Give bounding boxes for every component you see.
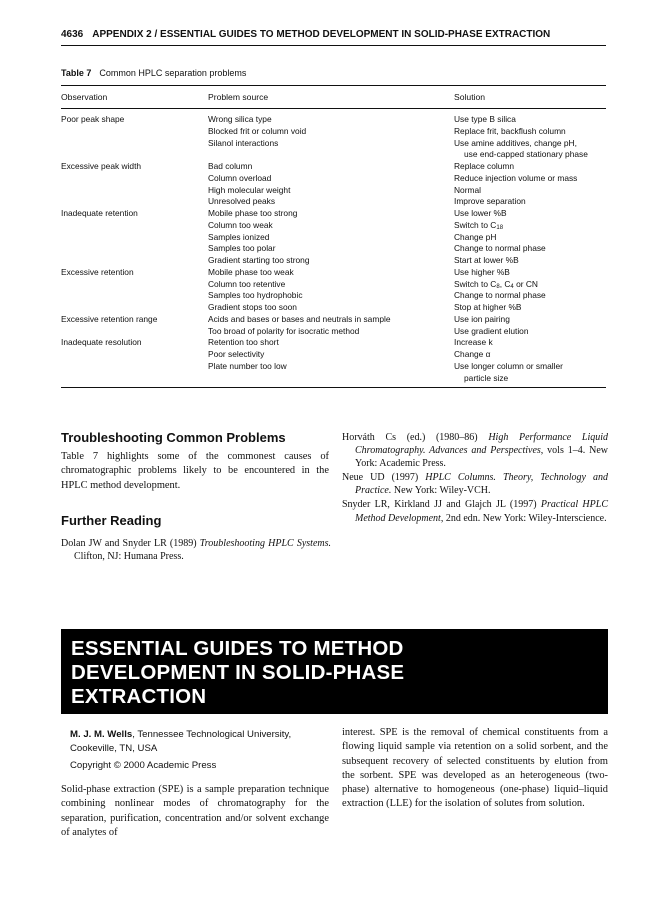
table-row xyxy=(61,267,606,279)
table-caption xyxy=(61,68,246,78)
cell-problem-source: Mobile phase too strong xyxy=(208,208,298,218)
cell-solution: Change pH xyxy=(454,231,497,242)
cell-solution: Replace frit, backflush column xyxy=(454,125,566,136)
table-reference: Table 7 xyxy=(61,451,99,462)
table-row xyxy=(61,185,606,197)
table-header-rule xyxy=(61,108,606,109)
troubleshooting-body: highlights some of the commonest causes of chromatographic problems likely to be encountered in the HPLC method development. xyxy=(61,451,329,491)
table-row xyxy=(61,243,606,255)
col-header-solution: Solution xyxy=(454,92,486,102)
cell-solution: Use higher %B xyxy=(454,266,510,277)
author-name: M. J. M. Wells xyxy=(70,729,133,740)
cell-problem-source: Gradient starting too strong xyxy=(208,255,310,265)
reference-item: Horváth Cs (ed.) (1980–86) High Performance Liquid Chromatography. Advances and Perspectives, vols 1–4. New York: Academic Press. xyxy=(342,432,608,470)
col-header-observation: Observation xyxy=(61,92,108,102)
table-row xyxy=(61,255,606,267)
table-row xyxy=(61,337,606,349)
cell-solution: Change α xyxy=(454,349,491,359)
col-header-problem-source: Problem source xyxy=(208,92,269,102)
cell-solution: Normal xyxy=(454,184,481,195)
table-row xyxy=(61,149,606,161)
reference-item: Neue UD (1997) HPLC Columns. Theory, Technology and Practice. New York: Wiley-VCH. xyxy=(342,472,609,497)
cell-problem-source: Samples ionized xyxy=(208,231,270,242)
reference-list-right xyxy=(342,431,608,526)
table-row xyxy=(61,290,606,302)
cell-problem-source: Samples too hydrophobic xyxy=(208,290,303,301)
cell-solution: Change to normal phase xyxy=(454,290,546,301)
article-title-banner xyxy=(61,629,608,714)
cell-solution: Reduce injection volume or mass xyxy=(454,172,578,183)
author-line xyxy=(70,728,340,756)
table-row xyxy=(61,232,606,244)
table-row xyxy=(61,161,606,173)
cell-observation: Inadequate resolution xyxy=(61,337,142,348)
cell-solution: use end-capped stationary phase xyxy=(464,149,588,160)
table-row xyxy=(61,279,606,291)
table-label: Table 7 xyxy=(61,68,92,78)
cell-problem-source: Unresolved peaks xyxy=(208,196,276,207)
cell-solution: Use type B silica xyxy=(454,114,516,124)
cell-problem-source: Samples too polar xyxy=(208,243,276,254)
cell-observation: Excessive retention xyxy=(61,266,134,277)
cell-solution: Use lower %B xyxy=(454,208,507,218)
table-row xyxy=(61,314,606,326)
table-row xyxy=(61,196,606,208)
cell-problem-source: Column too retentive xyxy=(208,278,286,289)
article-paragraph-left: Solid-phase extraction (SPE) is a sample preparation technique combining nonlinear modes of chromatography for the separation, purification, concentration and/or solvent exchange of analytes of xyxy=(61,784,329,838)
cell-solution: Use ion pairing xyxy=(454,313,510,324)
running-header xyxy=(61,29,606,40)
troubleshooting-heading: Troubleshooting Common Problems xyxy=(61,430,286,445)
table-row xyxy=(61,173,606,185)
cell-solution: Use amine additives, change pH, xyxy=(454,137,577,148)
cell-solution: Use longer column or smaller xyxy=(454,360,563,371)
cell-solution: Replace column xyxy=(454,161,515,171)
cell-observation: Inadequate retention xyxy=(61,208,138,218)
table-row xyxy=(61,349,606,361)
reference-list-left xyxy=(61,537,331,564)
cell-solution: particle size xyxy=(464,372,509,383)
running-title: APPENDIX 2 / ESSENTIAL GUIDES TO METHOD DEVELOPMENT IN SOLID-PHASE EXTRACTION xyxy=(92,29,551,40)
cell-problem-source: Bad column xyxy=(208,161,253,171)
table-top-rule xyxy=(61,85,606,86)
cell-solution: Switch to $C_{18}$ xyxy=(454,219,504,231)
table-bottom-rule xyxy=(61,387,606,388)
table-row xyxy=(61,220,606,232)
copyright-line: Copyright © 2000 Academic Press xyxy=(70,760,217,771)
cell-problem-source: Gradient stops too soon xyxy=(208,302,297,312)
cell-solution: Switch to $C_8$, $C_4$ or CN xyxy=(454,278,538,290)
table-row xyxy=(61,126,606,138)
cell-problem-source: High molecular weight xyxy=(208,184,291,195)
reference-item: Dolan JW and Snyder LR (1989) Troubleshooting HPLC Systems. Clifton, NJ: Humana Press. xyxy=(61,538,332,563)
cell-observation: Poor peak shape xyxy=(61,114,125,124)
cell-solution: Start at lower %B xyxy=(454,255,519,265)
table-row xyxy=(61,373,606,385)
table-row xyxy=(61,326,606,338)
cell-problem-source: Mobile phase too weak xyxy=(208,266,294,277)
troubleshooting-paragraph xyxy=(61,450,329,493)
cell-problem-source: Too broad of polarity for isocratic method xyxy=(208,325,360,336)
cell-solution: Change to normal phase xyxy=(454,243,546,254)
cell-solution: Use gradient elution xyxy=(454,325,529,336)
table-row xyxy=(61,361,606,373)
cell-problem-source: Blocked frit or column void xyxy=(208,125,307,136)
reference-item: Snyder LR, Kirkland JJ and Glajch JL (1997) Practical HPLC Method Development, 2nd edn. New York: Wiley-Interscience. xyxy=(342,499,608,524)
header-rule xyxy=(61,45,606,46)
cell-problem-source: Column overload xyxy=(208,172,272,183)
cell-observation: Excessive peak width xyxy=(61,161,142,171)
author-affiliation: , Tennessee Technological University, Cookeville, TN, USA xyxy=(70,729,292,754)
table-row xyxy=(61,138,606,150)
table-caption-text: Common HPLC separation problems xyxy=(99,68,247,78)
cell-problem-source: Retention too short xyxy=(208,337,279,348)
table-row xyxy=(61,114,606,126)
cell-solution: Improve separation xyxy=(454,196,526,207)
further-reading-heading: Further Reading xyxy=(61,513,162,528)
table-row xyxy=(61,208,606,220)
cell-observation: Excessive retention range xyxy=(61,313,158,324)
cell-problem-source: Silanol interactions xyxy=(208,137,279,148)
table-body xyxy=(61,114,606,384)
cell-problem-source: Plate number too low xyxy=(208,360,287,371)
cell-problem-source: Wrong silica type xyxy=(208,114,272,124)
cell-solution: Increase k xyxy=(454,337,493,348)
table-row xyxy=(61,302,606,314)
cell-problem-source: Acids and bases or bases and neutrals in sample xyxy=(208,313,391,324)
cell-problem-source: Column too weak xyxy=(208,219,273,230)
article-paragraph-right: interest. SPE is the removal of chemical constituents from a flowing liquid sample via retention on a solid sorbent, and the subsequent recovery of selected constituents by elution from the sorbent. SPE was developed as an heterogeneous (two-phase) alternative to homogeneous (one-phase) liquid–liquid extraction (LLE) for the isolation of solutes from solution. xyxy=(342,727,608,810)
page-number: 4636 xyxy=(61,29,84,40)
article-title: ESSENTIAL GUIDES TO METHOD DEVELOPMENT IN SOLID-PHASE EXTRACTION xyxy=(71,637,405,708)
cell-problem-source: Poor selectivity xyxy=(208,349,265,359)
cell-solution: Stop at higher %B xyxy=(454,302,522,312)
